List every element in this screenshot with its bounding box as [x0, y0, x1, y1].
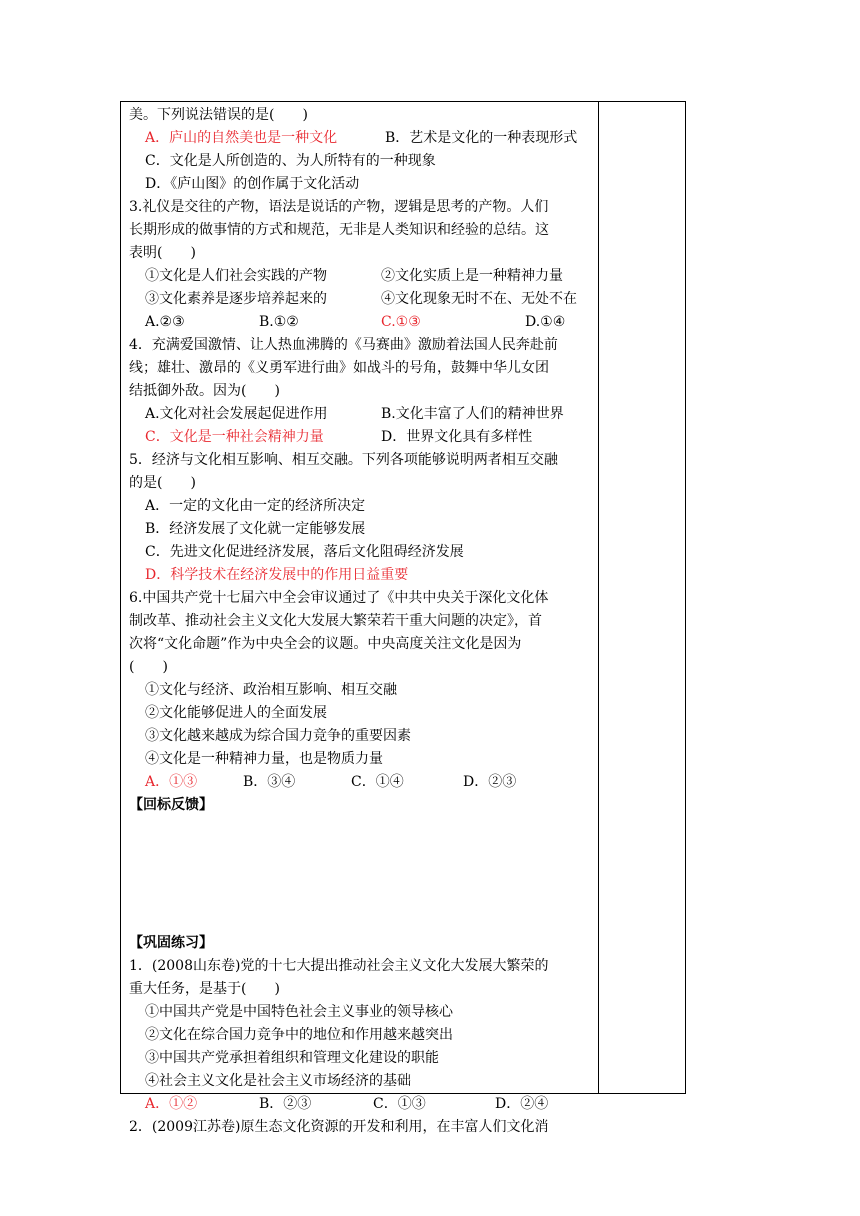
- q6-stem-2: 制改革、推动社会主义文化大发展大繁荣若干重大问题的决定》，首: [129, 613, 542, 629]
- q3-statement-4: ④文化现象无时不在、无处不在: [381, 291, 577, 307]
- q6-statement-2: ②文化能够促进人的全面发展: [145, 705, 327, 721]
- q6-statement-3: ③文化越来越成为综合国力竞争的重要因素: [145, 728, 411, 744]
- q3-statement-2: ②文化实质上是一种精神力量: [381, 268, 563, 284]
- q6-statement-4: ④文化是一种精神力量，也是物质力量: [145, 751, 383, 767]
- q4-stem-3: 结抵御外敌。因为( ): [129, 383, 280, 399]
- section-heading-feedback: 【回标反馈】: [129, 797, 213, 813]
- q2-option-d: D．《庐山图》的创作属于文化活动: [145, 176, 360, 192]
- q4-stem-2: 线；雄壮、激昂的《义勇军进行曲》如战斗的号角，鼓舞中华儿女团: [129, 360, 549, 376]
- p1-statement-3: ③中国共产党承担着组织和管理文化建设的职能: [145, 1050, 439, 1066]
- q5-stem-2: 的是( ): [129, 475, 196, 491]
- q5-option-d-answer: D．科学技术在经济发展中的作用日益重要: [145, 567, 409, 583]
- q6-option-c: C．①④: [351, 774, 404, 790]
- p1-option-c: C．①③: [373, 1096, 426, 1112]
- q3-stem-1: 3.礼仪是交往的产物，语法是说话的产物，逻辑是思考的产物。人们: [129, 199, 549, 215]
- q6-stem-4: ( ): [129, 659, 168, 675]
- section-heading-practice: 【巩固练习】: [129, 935, 213, 951]
- q5-option-a: A．一定的文化由一定的经济所决定: [145, 498, 366, 514]
- p1-option-b: B．②③: [259, 1096, 312, 1112]
- p1-option-d: D．②④: [495, 1096, 549, 1112]
- q2-option-a-answer: A．庐山的自然美也是一种文化: [145, 130, 338, 146]
- q4-stem-1: 4．充满爱国激情、让人热血沸腾的《马赛曲》激励着法国人民奔赴前: [129, 337, 558, 353]
- q4-option-c-answer: C．文化是一种社会精神力量: [145, 429, 324, 445]
- q3-statement-3: ③文化素养是逐步培养起来的: [145, 291, 327, 307]
- q6-option-b: B．③④: [243, 774, 296, 790]
- q6-option-a-answer: A．①③: [145, 774, 198, 790]
- q3-stem-3: 表明( ): [129, 245, 196, 261]
- q5-option-b: B．经济发展了文化就一定能够发展: [145, 521, 366, 537]
- q6-stem-3: 次将“文化命题”作为中央全会的议题。中央高度关注文化是因为: [129, 636, 522, 652]
- p1-statement-4: ④社会主义文化是社会主义市场经济的基础: [145, 1073, 411, 1089]
- column-divider: [598, 101, 599, 1094]
- q5-option-c: C．先进文化促进经济发展，落后文化阻碍经济发展: [145, 544, 464, 560]
- q3-option-b: B.①②: [259, 314, 299, 330]
- q6-stem-1: 6.中国共产党十七届六中全会审议通过了《中共中央关于深化文化体: [129, 590, 549, 606]
- p1-statement-1: ①中国共产党是中国特色社会主义事业的领导核心: [145, 1004, 453, 1020]
- q6-statement-1: ①文化与经济、政治相互影响、相互交融: [145, 682, 397, 698]
- p1-statement-2: ②文化在综合国力竞争中的地位和作用越来越突出: [145, 1027, 453, 1043]
- q5-stem-1: 5．经济与文化相互影响、相互交融。下列各项能够说明两者相互交融: [129, 452, 558, 468]
- q3-option-d: D.①④: [525, 314, 566, 330]
- q4-option-b: B.文化丰富了人们的精神世界: [381, 406, 564, 422]
- q4-option-d: D．世界文化具有多样性: [381, 429, 533, 445]
- q3-stem-2: 长期形成的做事情的方式和规范，无非是人类知识和经验的总结。这: [129, 222, 549, 238]
- q4-option-a: A.文化对社会发展起促进作用: [145, 406, 328, 422]
- p1-option-a-answer: A．①②: [145, 1096, 198, 1112]
- q3-statement-1: ①文化是人们社会实践的产物: [145, 268, 327, 284]
- q2-option-c: C．文化是人所创造的、为人所特有的一种现象: [145, 153, 436, 169]
- p1-stem-1: 1．(2008山东卷)党的十七大提出推动社会主义文化大发展大繁荣的: [129, 958, 549, 974]
- q6-option-d: D．②③: [463, 774, 517, 790]
- q3-option-c-answer: C.①③: [381, 314, 421, 330]
- q1-continuation: 美。下列说法错误的是( ): [129, 107, 308, 123]
- p2-stem-1: 2．(2009江苏卷)原生态文化资源的开发和利用，在丰富人们文化消: [129, 1119, 549, 1135]
- q3-option-a: A.②③: [145, 314, 185, 330]
- p1-stem-2: 重大任务，是基于( ): [129, 981, 280, 997]
- q2-option-b: B．艺术是文化的一种表现形式: [385, 130, 578, 146]
